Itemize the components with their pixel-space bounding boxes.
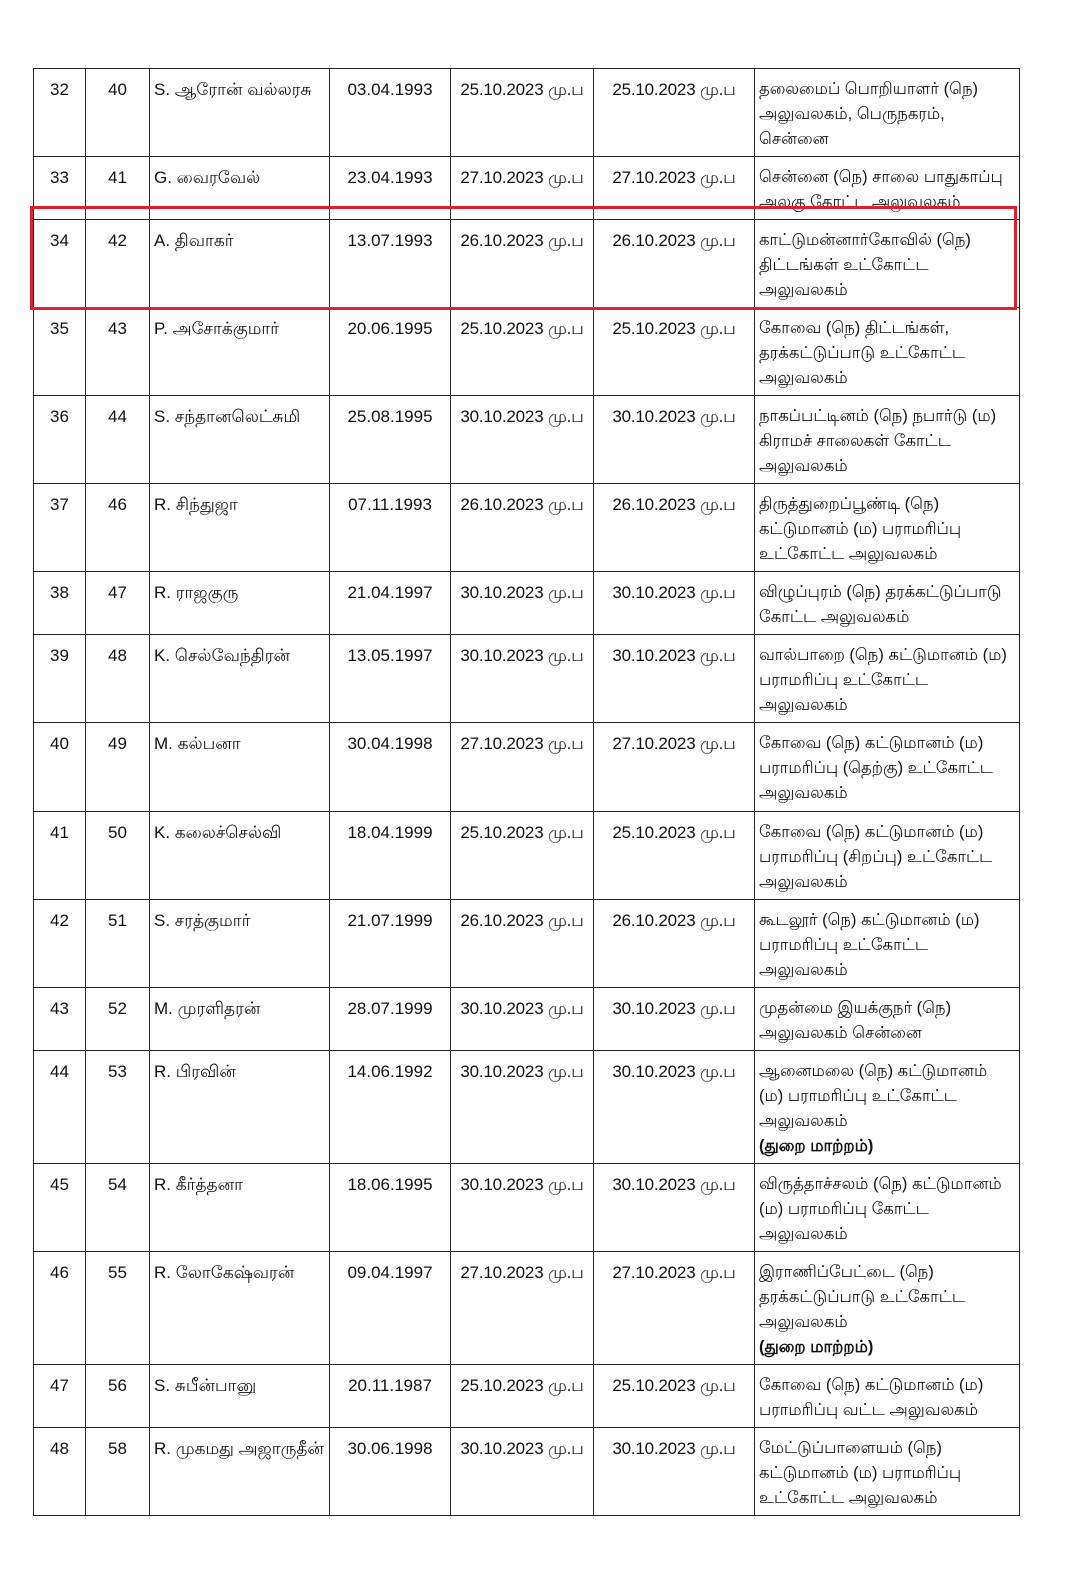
- date-of-birth-cell-text: 21.04.1997: [347, 583, 433, 602]
- table-row: [34, 157, 1020, 220]
- transfer-list-table: [33, 68, 1020, 1516]
- table-row: [34, 1051, 1020, 1164]
- employee-name-cell-text: R. சிந்துஜா: [154, 495, 238, 514]
- office-cell-text: விருத்தாச்சலம் (நெ) கட்டுமானம் (ம) பராமரிப்பு கோட்ட அலுவலகம்: [759, 1175, 1002, 1243]
- date-of-birth-cell: [330, 396, 451, 484]
- serial-number-cell: [34, 900, 86, 988]
- rank-number-cell: [86, 157, 150, 220]
- employee-name-cell-text: R. லோகேஷ்வரன்: [154, 1263, 295, 1282]
- rank-number-cell-text: 55: [108, 1263, 127, 1282]
- employee-name-cell-text: G. வைரவேல்: [154, 168, 261, 187]
- joined-date-cell: [594, 1051, 755, 1164]
- rank-number-cell: [86, 396, 150, 484]
- date-of-birth-cell: [330, 1051, 451, 1164]
- rank-number-cell: [86, 812, 150, 900]
- relieved-date-cell: [451, 1164, 594, 1252]
- employee-name-cell: [150, 396, 330, 484]
- relieved-date-cell-text: 26.10.2023 மு.ப: [460, 495, 584, 514]
- rank-number-cell: [86, 1252, 150, 1365]
- office-cell-text: கோவை (நெ) திட்டங்கள், தரக்கட்டுப்பாடு உட்கோட்ட அலுவலகம்: [759, 319, 965, 387]
- serial-number-cell-text: 46: [50, 1263, 69, 1282]
- table-row: [34, 723, 1020, 812]
- relieved-date-cell: [451, 1365, 594, 1428]
- office-cell: [755, 157, 1020, 220]
- relieved-date-cell: [451, 484, 594, 572]
- relieved-date-cell-text: 27.10.2023 மு.ப: [460, 1263, 584, 1282]
- date-of-birth-cell-text: 13.05.1997: [347, 646, 433, 665]
- employee-name-cell-text: S. சரத்குமார்: [154, 911, 251, 930]
- office-cell-text: ஆனைமலை (நெ) கட்டுமானம் (ம) பராமரிப்பு உட்கோட்ட அலுவலகம்: [759, 1062, 988, 1130]
- relieved-date-cell-text: 30.10.2023 மு.ப: [460, 1062, 584, 1081]
- relieved-date-cell: [451, 1051, 594, 1164]
- office-cell-text: விழுப்புரம் (நெ) தரக்கட்டுப்பாடு கோட்ட அலுவலகம்: [759, 583, 1002, 626]
- joined-date-cell: [594, 69, 755, 157]
- joined-date-cell-text: 30.10.2023 மு.ப: [612, 583, 736, 602]
- serial-number-cell-text: 41: [50, 823, 69, 842]
- joined-date-cell: [594, 1428, 755, 1516]
- serial-number-cell: [34, 572, 86, 635]
- joined-date-cell-text: 27.10.2023 மு.ப: [612, 168, 736, 187]
- date-of-birth-cell-text: 20.11.1987: [348, 1376, 432, 1395]
- date-of-birth-cell: [330, 988, 451, 1051]
- employee-name-cell-text: M. முரளிதரன்: [154, 999, 261, 1018]
- office-cell: [755, 396, 1020, 484]
- serial-number-cell: [34, 157, 86, 220]
- relieved-date-cell: [451, 723, 594, 812]
- serial-number-cell: [34, 308, 86, 396]
- employee-name-cell-text: K. கலைச்செல்வி: [154, 823, 282, 842]
- relieved-date-cell-text: 30.10.2023 மு.ப: [460, 407, 584, 426]
- serial-number-cell: [34, 69, 86, 157]
- date-of-birth-cell-text: 18.04.1999: [347, 823, 433, 842]
- rank-number-cell: [86, 900, 150, 988]
- rank-number-cell-text: 46: [108, 495, 127, 514]
- rank-number-cell: [86, 69, 150, 157]
- date-of-birth-cell: [330, 900, 451, 988]
- joined-date-cell-text: 27.10.2023 மு.ப: [612, 1263, 736, 1282]
- date-of-birth-cell: [330, 308, 451, 396]
- rank-number-cell: [86, 220, 150, 308]
- rank-number-cell: [86, 484, 150, 572]
- table-row: [34, 308, 1020, 396]
- serial-number-cell: [34, 1164, 86, 1252]
- rank-number-cell-text: 48: [108, 646, 127, 665]
- date-of-birth-cell: [330, 484, 451, 572]
- table-row: [34, 1252, 1020, 1365]
- table-row: [34, 988, 1020, 1051]
- serial-number-cell: [34, 812, 86, 900]
- office-cell-text: திருத்துறைப்பூண்டி (நெ) கட்டுமானம் (ம) பராமரிப்பு உட்கோட்ட அலுவலகம்: [759, 495, 962, 563]
- relieved-date-cell: [451, 220, 594, 308]
- joined-date-cell-text: 30.10.2023 மு.ப: [612, 999, 736, 1018]
- joined-date-cell: [594, 635, 755, 723]
- employee-name-cell: [150, 572, 330, 635]
- rank-number-cell-text: 43: [108, 319, 127, 338]
- employee-name-cell: [150, 812, 330, 900]
- rank-number-cell-text: 51: [108, 911, 127, 930]
- rank-number-cell: [86, 1051, 150, 1164]
- joined-date-cell: [594, 1252, 755, 1365]
- joined-date-cell-text: 27.10.2023 மு.ப: [612, 734, 736, 753]
- rank-number-cell-text: 40: [108, 80, 127, 99]
- date-of-birth-cell-text: 07.11.1993: [348, 495, 432, 514]
- joined-date-cell-text: 30.10.2023 மு.ப: [612, 407, 736, 426]
- office-cell: [755, 484, 1020, 572]
- office-cell-text: தலைமைப் பொறியாளர் (நெ) அலுவலகம், பெருநகரம், சென்னை: [759, 80, 979, 148]
- employee-name-cell: [150, 308, 330, 396]
- serial-number-cell: [34, 723, 86, 812]
- joined-date-cell: [594, 723, 755, 812]
- joined-date-cell-text: 30.10.2023 மு.ப: [612, 1062, 736, 1081]
- serial-number-cell: [34, 1252, 86, 1365]
- office-cell: [755, 1164, 1020, 1252]
- office-cell-text: காட்டுமன்னார்கோவில் (நெ) திட்டங்கள் உட்கோட்ட அலுவலகம்: [759, 231, 971, 299]
- rank-number-cell-text: 54: [108, 1175, 127, 1194]
- table-row: [34, 812, 1020, 900]
- table-row: [34, 1164, 1020, 1252]
- relieved-date-cell-text: 25.10.2023 மு.ப: [460, 823, 584, 842]
- employee-name-cell: [150, 988, 330, 1051]
- serial-number-cell-text: 32: [50, 80, 69, 99]
- office-cell-text: கோவை (நெ) கட்டுமானம் (ம) பராமரிப்பு (தெற்கு) உட்கோட்ட அலுவலகம்: [759, 734, 993, 802]
- employee-name-cell: [150, 1365, 330, 1428]
- joined-date-cell: [594, 1164, 755, 1252]
- joined-date-cell-text: 25.10.2023 மு.ப: [612, 1376, 736, 1395]
- employee-name-cell: [150, 635, 330, 723]
- table-row: [34, 396, 1020, 484]
- rank-number-cell-text: 44: [108, 407, 127, 426]
- date-of-birth-cell: [330, 635, 451, 723]
- serial-number-cell: [34, 1428, 86, 1516]
- employee-name-cell-text: S. ஆரோன் வல்லரசு: [154, 80, 312, 99]
- date-of-birth-cell: [330, 572, 451, 635]
- office-cell: [755, 572, 1020, 635]
- serial-number-cell-text: 47: [50, 1376, 69, 1395]
- date-of-birth-cell-text: 18.06.1995: [347, 1175, 433, 1194]
- employee-name-cell-text: R. கீர்த்தனா: [154, 1175, 243, 1194]
- office-cell-text: கூடலூர் (நெ) கட்டுமானம் (ம) பராமரிப்பு உட்கோட்ட அலுவலகம்: [759, 911, 980, 979]
- office-cell-text: கோவை (நெ) கட்டுமானம் (ம) பராமரிப்பு வட்ட அலுவலகம்: [759, 1376, 984, 1419]
- office-cell-text: வால்பாறை (நெ) கட்டுமானம் (ம) பராமரிப்பு உட்கோட்ட அலுவலகம்: [759, 646, 1007, 714]
- serial-number-cell-text: 36: [50, 407, 69, 426]
- date-of-birth-cell: [330, 1252, 451, 1365]
- serial-number-cell: [34, 1365, 86, 1428]
- serial-number-cell-text: 34: [50, 231, 69, 250]
- date-of-birth-cell-text: 09.04.1997: [347, 1263, 433, 1282]
- relieved-date-cell: [451, 572, 594, 635]
- employee-name-cell-text: M. கல்பனா: [154, 734, 241, 753]
- serial-number-cell-text: 40: [50, 734, 69, 753]
- joined-date-cell-text: 30.10.2023 மு.ப: [612, 1175, 736, 1194]
- date-of-birth-cell-text: 20.06.1995: [347, 319, 433, 338]
- office-cell-text: இராணிப்பேட்டை (நெ) தரக்கட்டுப்பாடு உட்கோட்ட அலுவலகம்: [759, 1263, 965, 1331]
- serial-number-cell: [34, 484, 86, 572]
- office-cell-text: மேட்டுப்பாளையம் (நெ) கட்டுமானம் (ம) பராமரிப்பு உட்கோட்ட அலுவலகம்: [759, 1439, 962, 1507]
- relieved-date-cell-text: 27.10.2023 மு.ப: [460, 734, 584, 753]
- employee-name-cell: [150, 1051, 330, 1164]
- serial-number-cell-text: 38: [50, 583, 69, 602]
- employee-name-cell: [150, 1164, 330, 1252]
- office-cell: [755, 635, 1020, 723]
- serial-number-cell-text: 45: [50, 1175, 69, 1194]
- employee-name-cell: [150, 723, 330, 812]
- table-row: [34, 900, 1020, 988]
- joined-date-cell: [594, 308, 755, 396]
- relieved-date-cell: [451, 1428, 594, 1516]
- employee-name-cell-text: S. சந்தானலெட்சுமி: [154, 407, 301, 426]
- office-cell: [755, 1428, 1020, 1516]
- rank-number-cell: [86, 308, 150, 396]
- date-of-birth-cell: [330, 723, 451, 812]
- serial-number-cell-text: 39: [50, 646, 69, 665]
- serial-number-cell: [34, 220, 86, 308]
- date-of-birth-cell-text: 30.04.1998: [347, 734, 433, 753]
- employee-name-cell: [150, 484, 330, 572]
- rank-number-cell-text: 41: [108, 168, 127, 187]
- date-of-birth-cell-text: 28.07.1999: [347, 999, 433, 1018]
- rank-number-cell-text: 53: [108, 1062, 127, 1081]
- serial-number-cell: [34, 1051, 86, 1164]
- rank-number-cell-text: 49: [108, 734, 127, 753]
- date-of-birth-cell-text: 03.04.1993: [347, 80, 433, 99]
- employee-name-cell-text: R. முகமது அஜாருதீன்: [154, 1439, 324, 1458]
- serial-number-cell-text: 44: [50, 1062, 69, 1081]
- serial-number-cell-text: 48: [50, 1439, 69, 1458]
- table-row: [34, 635, 1020, 723]
- department-change-note: (துறை மாற்றம்): [759, 1338, 874, 1356]
- office-cell: [755, 988, 1020, 1051]
- office-cell: [755, 220, 1020, 308]
- joined-date-cell-text: 30.10.2023 மு.ப: [612, 646, 736, 665]
- relieved-date-cell-text: 26.10.2023 மு.ப: [460, 911, 584, 930]
- rank-number-cell: [86, 1164, 150, 1252]
- serial-number-cell-text: 42: [50, 911, 69, 930]
- office-cell: [755, 1365, 1020, 1428]
- date-of-birth-cell: [330, 1365, 451, 1428]
- office-cell-text: கோவை (நெ) கட்டுமானம் (ம) பராமரிப்பு (சிறப்பு) உட்கோட்ட அலுவலகம்: [759, 823, 993, 891]
- employee-name-cell: [150, 900, 330, 988]
- joined-date-cell-text: 25.10.2023 மு.ப: [612, 80, 736, 99]
- joined-date-cell-text: 26.10.2023 மு.ப: [612, 231, 736, 250]
- date-of-birth-cell: [330, 220, 451, 308]
- table-row: [34, 1365, 1020, 1428]
- date-of-birth-cell: [330, 812, 451, 900]
- office-cell: [755, 1051, 1020, 1164]
- employee-name-cell-text: R. பிரவின்: [154, 1062, 236, 1081]
- relieved-date-cell-text: 27.10.2023 மு.ப: [460, 168, 584, 187]
- employee-name-cell-text: P. அசோக்குமார்: [154, 319, 280, 338]
- relieved-date-cell-text: 30.10.2023 மு.ப: [460, 583, 584, 602]
- table-row: [34, 484, 1020, 572]
- joined-date-cell-text: 30.10.2023 மு.ப: [612, 1439, 736, 1458]
- employee-name-cell-text: K. செல்வேந்திரன்: [154, 646, 290, 665]
- joined-date-cell: [594, 900, 755, 988]
- table-body: [34, 69, 1020, 1516]
- date-of-birth-cell: [330, 1164, 451, 1252]
- office-cell: [755, 308, 1020, 396]
- relieved-date-cell-text: 30.10.2023 மு.ப: [460, 1175, 584, 1194]
- date-of-birth-cell-text: 21.07.1999: [347, 911, 433, 930]
- date-of-birth-cell-text: 14.06.1992: [347, 1062, 433, 1081]
- employee-name-cell-text: A. திவாகர்: [154, 231, 234, 250]
- date-of-birth-cell: [330, 69, 451, 157]
- serial-number-cell: [34, 635, 86, 723]
- employee-name-cell: [150, 1252, 330, 1365]
- office-cell: [755, 723, 1020, 812]
- rank-number-cell-text: 58: [108, 1439, 127, 1458]
- serial-number-cell-text: 43: [50, 999, 69, 1018]
- rank-number-cell: [86, 572, 150, 635]
- rank-number-cell-text: 42: [108, 231, 127, 250]
- joined-date-cell-text: 25.10.2023 மு.ப: [612, 319, 736, 338]
- office-cell-text: சென்னை (நெ) சாலை பாதுகாப்பு அலகு கோட்ட அலுவலகம்: [759, 168, 1003, 211]
- office-cell-text: முதன்மை இயக்குநர் (நெ) அலுவலகம் சென்னை: [759, 999, 952, 1042]
- relieved-date-cell-text: 25.10.2023 மு.ப: [460, 1376, 584, 1395]
- joined-date-cell: [594, 812, 755, 900]
- serial-number-cell-text: 33: [50, 168, 69, 187]
- serial-number-cell: [34, 988, 86, 1051]
- rank-number-cell: [86, 635, 150, 723]
- rank-number-cell-text: 52: [108, 999, 127, 1018]
- relieved-date-cell: [451, 69, 594, 157]
- serial-number-cell-text: 35: [50, 319, 69, 338]
- joined-date-cell: [594, 396, 755, 484]
- relieved-date-cell: [451, 988, 594, 1051]
- relieved-date-cell: [451, 396, 594, 484]
- joined-date-cell-text: 25.10.2023 மு.ப: [612, 823, 736, 842]
- joined-date-cell: [594, 1365, 755, 1428]
- table-row: [34, 69, 1020, 157]
- joined-date-cell: [594, 988, 755, 1051]
- employee-name-cell: [150, 69, 330, 157]
- department-change-note: (துறை மாற்றம்): [759, 1137, 874, 1155]
- joined-date-cell: [594, 220, 755, 308]
- relieved-date-cell: [451, 308, 594, 396]
- relieved-date-cell-text: 30.10.2023 மு.ப: [460, 999, 584, 1018]
- rank-number-cell-text: 56: [108, 1376, 127, 1395]
- employee-name-cell-text: S. சுபீன்பானு: [154, 1376, 257, 1395]
- relieved-date-cell: [451, 900, 594, 988]
- rank-number-cell-text: 47: [108, 583, 127, 602]
- table-row: [34, 572, 1020, 635]
- relieved-date-cell-text: 30.10.2023 மு.ப: [460, 646, 584, 665]
- employee-name-cell: [150, 157, 330, 220]
- relieved-date-cell-text: 26.10.2023 மு.ப: [460, 231, 584, 250]
- relieved-date-cell-text: 25.10.2023 மு.ப: [460, 80, 584, 99]
- relieved-date-cell: [451, 157, 594, 220]
- rank-number-cell: [86, 988, 150, 1051]
- relieved-date-cell: [451, 635, 594, 723]
- table-row: [34, 1428, 1020, 1516]
- joined-date-cell: [594, 572, 755, 635]
- date-of-birth-cell-text: 23.04.1993: [347, 168, 433, 187]
- relieved-date-cell: [451, 1252, 594, 1365]
- office-cell: [755, 900, 1020, 988]
- date-of-birth-cell-text: 13.07.1993: [347, 231, 433, 250]
- date-of-birth-cell: [330, 157, 451, 220]
- relieved-date-cell-text: 25.10.2023 மு.ப: [460, 319, 584, 338]
- office-cell: [755, 812, 1020, 900]
- rank-number-cell: [86, 1428, 150, 1516]
- table-row: [34, 220, 1020, 308]
- rank-number-cell-text: 50: [108, 823, 127, 842]
- joined-date-cell: [594, 157, 755, 220]
- employee-name-cell: [150, 220, 330, 308]
- relieved-date-cell: [451, 812, 594, 900]
- office-cell: [755, 69, 1020, 157]
- office-cell-text: நாகப்பட்டினம் (நெ) நபார்டு (ம) கிராமச் சாலைகள் கோட்ட அலுவலகம்: [759, 407, 997, 475]
- joined-date-cell-text: 26.10.2023 மு.ப: [612, 495, 736, 514]
- relieved-date-cell-text: 30.10.2023 மு.ப: [460, 1439, 584, 1458]
- date-of-birth-cell-text: 30.06.1998: [347, 1439, 433, 1458]
- rank-number-cell: [86, 723, 150, 812]
- employee-name-cell-text: R. ராஜகுரு: [154, 583, 239, 602]
- rank-number-cell: [86, 1365, 150, 1428]
- serial-number-cell: [34, 396, 86, 484]
- joined-date-cell: [594, 484, 755, 572]
- serial-number-cell-text: 37: [50, 495, 69, 514]
- employee-name-cell: [150, 1428, 330, 1516]
- date-of-birth-cell: [330, 1428, 451, 1516]
- date-of-birth-cell-text: 25.08.1995: [347, 407, 433, 426]
- office-cell: [755, 1252, 1020, 1365]
- joined-date-cell-text: 26.10.2023 மு.ப: [612, 911, 736, 930]
